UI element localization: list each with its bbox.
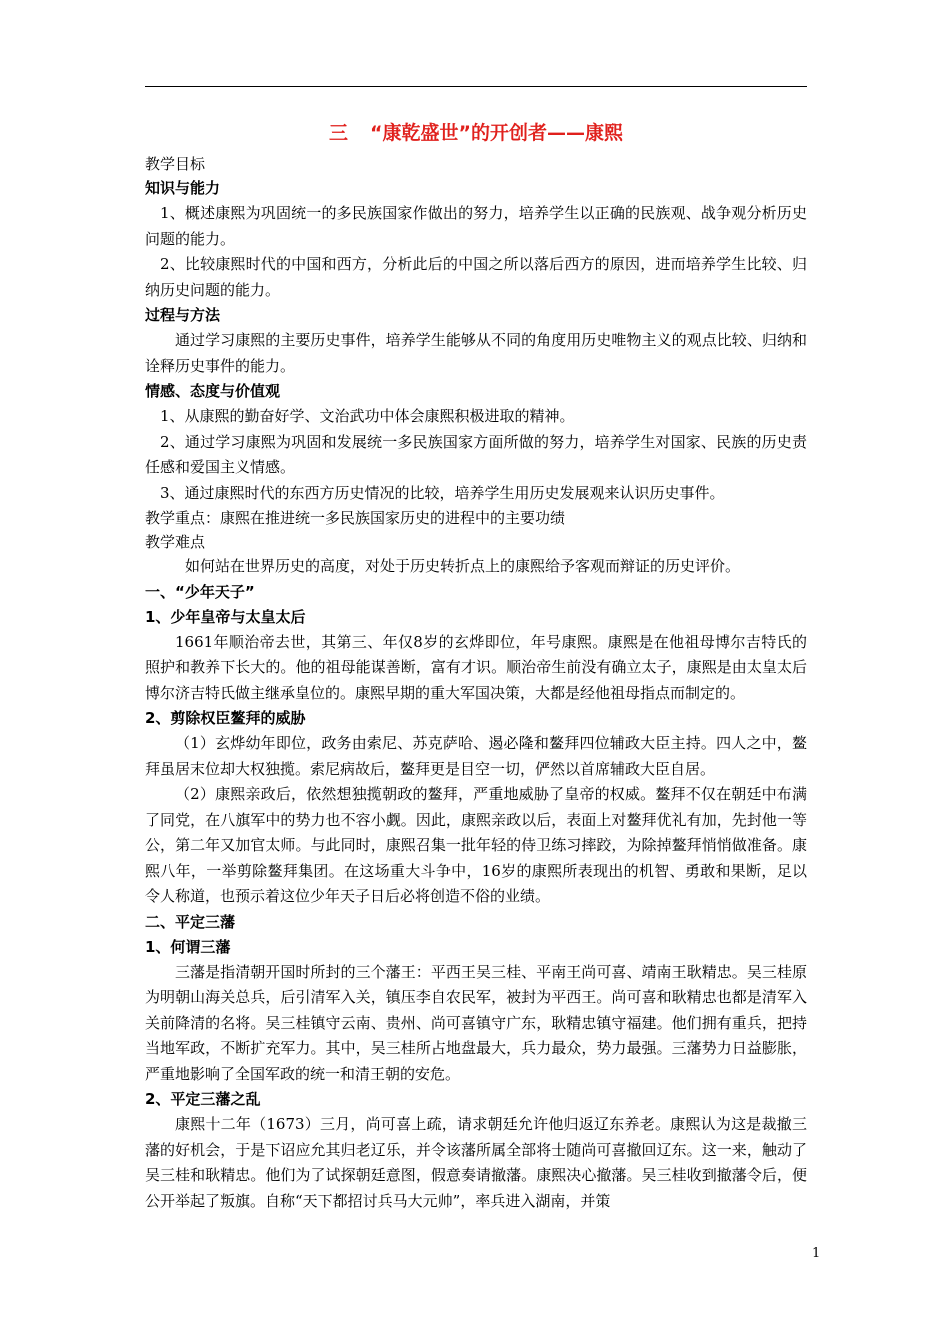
process-heading: 过程与方法 [145,306,221,324]
section2-sub2-text: 康熙十二年（1673）三月，尚可喜上疏，请求朝廷允许他归返辽东养老。康熙认为这是裁撤三藩的好机会，于是下诏应允其归老辽乐，并令该藩所属全部将士随尚可喜撤回辽东。这一来，触动了吴三桂和耿精忠。他们为了试探朝廷意图，假意奏请撤藩。康熙决心撤藩。吴三桂收到撤藩令后，便公开举起了叛旗。自称“天下都招讨兵马大元帅”，率兵进入湖南，并策 [145,1115,807,1210]
section1-sub2-para-2: （2）康熙亲政后，依然想独揽朝政的鳌拜，严重地威胁了皇帝的权威。鳌拜不仅在朝廷中布满了同党，在八旗军中的势力也不容小觑。因此，康熙亲政以后，表面上对鳌拜优礼有加，先封他一等公，第二年又加官太师。与此同时，康熙召集一批年轻的侍卫练习摔跤，为除掉鳌拜悄悄做准备。康熙八年，一举剪除鳌拜集团。在这场重大斗争中，16岁的康熙所表现出的机智、勇敢和果断，足以令人称道，也预示着这位少年天子日后必将创造不俗的业绩。 [145,785,807,905]
document-title [145,120,807,146]
values-heading: 情感、态度与价值观 [145,382,281,400]
difficulty-text: 如何站在世界历史的高度，对处于历史转折点上的康熙给予客观而辩证的历史评价。 [185,557,741,575]
title-number: 三 [329,122,349,144]
process-text: 通过学习康熙的主要历史事件，培养学生能够从不同的角度用历史唯物主义的观点比较、归纳和诠释历史事件的能力。 [145,331,807,375]
knowledge-item-1: 1、概述康熙为巩固统一的多民族国家作做出的努力，培养学生以正确的民族观、战争观分析历史问题的能力。 [145,204,807,248]
values-item-2: 2、通过学习康熙为巩固和发展统一多民族国家方面所做的努力，培养学生对国家、民族的历史责任感和爱国主义情感。 [145,432,807,476]
page-number: 1 [812,1246,821,1261]
values-item-3: 3、通过康熙时代的东西方历史情况的比较，培养学生用历史发展观来认识历史事件。 [160,483,725,502]
knowledge-heading: 知识与能力 [145,179,221,197]
header-rule [145,86,807,87]
document-page [145,120,807,1214]
section2-heading: 二、平定三藩 [145,912,236,931]
key-point: 教学重点：康熙在推进统一多民族国家历史的进程中的主要功绩 [145,509,566,527]
section2-sub2-heading: 2、平定三藩之乱 [145,1090,261,1108]
section1-heading: 一、“少年天子” [145,582,255,601]
values-item-1: 1、从康熙的勤奋好学、文治武功中体会康熙积极进取的精神。 [160,407,575,425]
section2-sub1-text: 三藩是指清朝开国时所封的三个藩王：平西王吴三桂、平南王尚可喜、靖南王耿精忠。吴三桂原为明朝山海关总兵，后引清军入关，镇压李自农民军，被封为平西王。尚可喜和耿精忠也都是清军入关前降清的名将。吴三桂镇守云南、贵州、尚可喜镇守广东，耿精忠镇守福建。他们拥有重兵，把持当地军政，不断扩充军力。其中，吴三桂所占地盘最大，兵力最众，势力最强。三藩势力日益膨胀，严重地影响了全国军政的统一和清王朝的安危。 [145,962,807,1083]
title-text: “康乾盛世”的开创者——康熙 [370,122,623,144]
section1-sub2-heading: 2、剪除权臣鳌拜的威胁 [145,709,306,727]
difficulty-label: 教学难点 [145,533,206,551]
section2-sub1-heading: 1、何谓三藩 [145,937,231,956]
section1-sub2-para-1: （1）玄烨幼年即位，政务由索尼、苏克萨哈、遏必隆和鳌拜四位辅政大臣主持。四人之中，鳌拜虽居末位却大权独揽。索尼病故后，鳌拜更是目空一切，俨然以首席辅政大臣自居。 [145,734,807,778]
section1-sub1-heading: 1、少年皇帝与太皇太后 [145,607,306,626]
objectives-label: 教学目标 [145,155,206,173]
section1-sub1-text: 1661年顺治帝去世，其第三、年仅8岁的玄烨即位，年号康熙。康熙是在他祖母博尔吉特氏的照护和教养下长大的。他的祖母能谋善断，富有才识。顺治帝生前没有确立太子，康熙是由太皇太后博尔济吉特氏做主继承皇位的。康熙早期的重大军国决策，大都是经他祖母指点而制定的。 [145,632,807,702]
knowledge-item-2: 2、比较康熙时代的中国和西方，分析此后的中国之所以落后西方的原因，进而培养学生比较、归纳历史问题的能力。 [145,255,807,299]
